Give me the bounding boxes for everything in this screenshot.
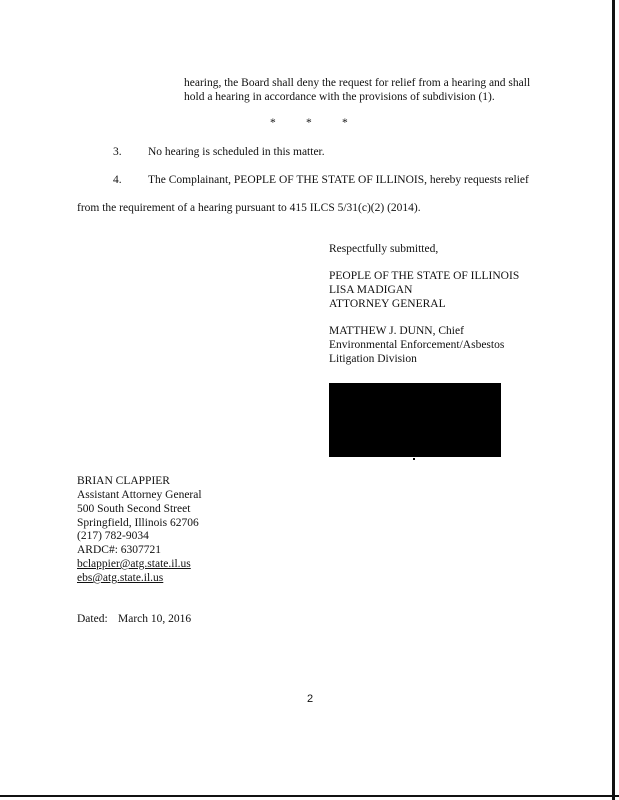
- chief-line-2: Environmental Enforcement/Asbestos: [329, 339, 505, 351]
- section-break-stars: [270, 117, 378, 129]
- paragraph-4-text: The Complainant, PEOPLE OF THE STATE OF ILLINOIS, hereby requests relief: [148, 174, 529, 186]
- phone-number: (217) 782-9034: [77, 530, 149, 542]
- page-number: 2: [307, 693, 314, 705]
- chief-line-1: MATTHEW J. DUNN, Chief: [329, 325, 464, 337]
- page-bottom-border: [0, 795, 619, 797]
- dated-value: March 10, 2016: [118, 613, 192, 625]
- quoted-line-1: hearing, the Board shall deny the request for relief from a hearing and shall: [184, 77, 531, 89]
- signature-line-mark: [413, 458, 415, 460]
- redacted-signature-box: [329, 383, 501, 457]
- party-line-3: ATTORNEY GENERAL: [329, 298, 446, 310]
- star-2: *: [306, 117, 312, 129]
- paragraph-4-continuation: from the requirement of a hearing pursuant to 415 ILCS 5/31(c)(2) (2014).: [77, 202, 421, 214]
- attorney-title: Assistant Attorney General: [77, 489, 202, 501]
- party-line-1: PEOPLE OF THE STATE OF ILLINOIS: [329, 270, 520, 282]
- email-link-2[interactable]: ebs@atg.state.il.us: [77, 572, 164, 584]
- closing-line: Respectfully submitted,: [329, 243, 439, 255]
- address-line-1: 500 South Second Street: [77, 503, 191, 515]
- address-line-2: Springfield, Illinois 62706: [77, 517, 199, 529]
- dated-label: Dated:: [77, 613, 108, 625]
- attorney-name: BRIAN CLAPPIER: [77, 475, 170, 487]
- ardc-number: ARDC#: 6307721: [77, 544, 162, 556]
- paragraph-3-text: No hearing is scheduled in this matter.: [148, 146, 325, 158]
- quoted-line-2: hold a hearing in accordance with the provisions of subdivision (1).: [184, 91, 495, 103]
- page-right-border: [612, 0, 615, 800]
- paragraph-4-number: 4.: [113, 174, 122, 186]
- party-line-2: LISA MADIGAN: [329, 284, 413, 296]
- email-link-1[interactable]: bclappier@atg.state.il.us: [77, 558, 191, 570]
- paragraph-3-number: 3.: [113, 146, 122, 158]
- chief-line-3: Litigation Division: [329, 353, 417, 365]
- star-1: *: [270, 117, 276, 129]
- star-3: *: [342, 117, 348, 129]
